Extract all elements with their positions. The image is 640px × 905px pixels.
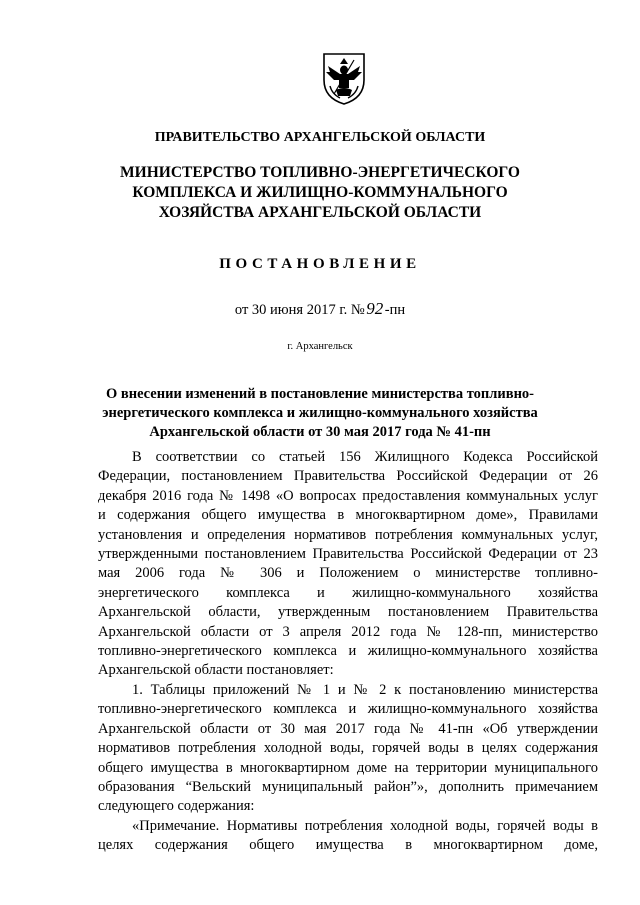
body-line: целях содержания общего имущества в многоквартирном доме, xyxy=(98,837,598,854)
body-line: утвержденными постановлением Правительства Российской Федерации от 23 xyxy=(98,546,598,563)
date-prefix: от 30 июня 2017 г. № xyxy=(234,302,365,318)
body-line: и содержания общего имущества в многоквартирном доме», Правилами xyxy=(98,507,598,524)
ministry-line-2: КОМПЛЕКСА И ЖИЛИЩНО-КОММУНАЛЬНОГО xyxy=(132,184,508,201)
document-date-number xyxy=(0,299,640,319)
ministry-name xyxy=(0,163,640,223)
subject-line-3: Архангельской области от 30 мая 2017 года № 41-пн xyxy=(149,424,491,440)
body-line: 1. Таблицы приложений № 1 и № 2 к постановлению министерства xyxy=(132,681,598,698)
ministry-line-3: ХОЗЯЙСТВА АРХАНГЕЛЬСКОЙ ОБЛАСТИ xyxy=(158,204,482,221)
handwritten-number: 92 xyxy=(366,299,384,318)
body-line: установления и определения нормативов потребления коммунальных услуг, xyxy=(98,526,598,543)
body-line: В соответствии со статьей 156 Жилищного Кодекса Российской xyxy=(132,449,598,465)
coat-of-arms-emblem xyxy=(320,50,368,106)
ministry-line-1: МИНИСТЕРСТВО ТОПЛИВНО-ЭНЕРГЕТИЧЕСКОГО xyxy=(120,164,520,181)
document-type: ПОСТАНОВЛЕНИЕ xyxy=(219,256,421,272)
body-line: Архангельской области постановляет: xyxy=(98,662,334,679)
body-line: топливно-энергетического комплекса и жилищно-коммунального хозяйства xyxy=(98,701,598,718)
body-line: общего имущества в многоквартирном доме на территории муниципального xyxy=(98,759,598,776)
government-name: ПРАВИТЕЛЬСТВО АРХАНГЕЛЬСКОЙ ОБЛАСТИ xyxy=(154,130,486,145)
subject-line-1: О внесении изменений в постановление министерства топливно- xyxy=(105,386,535,402)
body-line: мая 2006 года № 306 и Положением о министерстве топливно- xyxy=(98,565,598,582)
document-body xyxy=(98,448,598,856)
date-suffix: -пн xyxy=(384,302,406,318)
body-line: Федерации, постановлением Правительства Российской Федерации от 26 xyxy=(98,468,598,485)
body-line: энергетического комплекса и жилищно-коммунального хозяйства xyxy=(98,584,598,601)
body-line: Архангельской области, утвержденным постановлением Правительства xyxy=(98,604,598,621)
body-line: Архангельской области от 3 апреля 2012 года № 128-пп, министерство xyxy=(98,623,598,640)
document-subject xyxy=(0,385,640,442)
body-line: нормативов потребления холодной воды, горячей воды в целях содержания xyxy=(98,740,598,757)
subject-line-2: энергетического комплекса и жилищно-коммунального хозяйства xyxy=(102,405,538,421)
document-city: г. Архангельск xyxy=(287,341,353,352)
body-line: образования “Вельский муниципальный район”», дополнить примечанием xyxy=(98,778,598,795)
body-line: следующего содержания: xyxy=(98,798,255,815)
body-line: «Примечание. Нормативы потребления холодной воды, горячей воды в xyxy=(132,817,598,834)
body-line: Архангельской области от 30 мая 2017 года № 41-пн «Об утверждении xyxy=(98,720,598,737)
body-line: декабря 2016 года № 1498 «О вопросах предоставления коммунальных услуг xyxy=(98,487,598,504)
body-line: топливно-энергетического комплекса и жилищно-коммунального хозяйства xyxy=(98,643,598,660)
